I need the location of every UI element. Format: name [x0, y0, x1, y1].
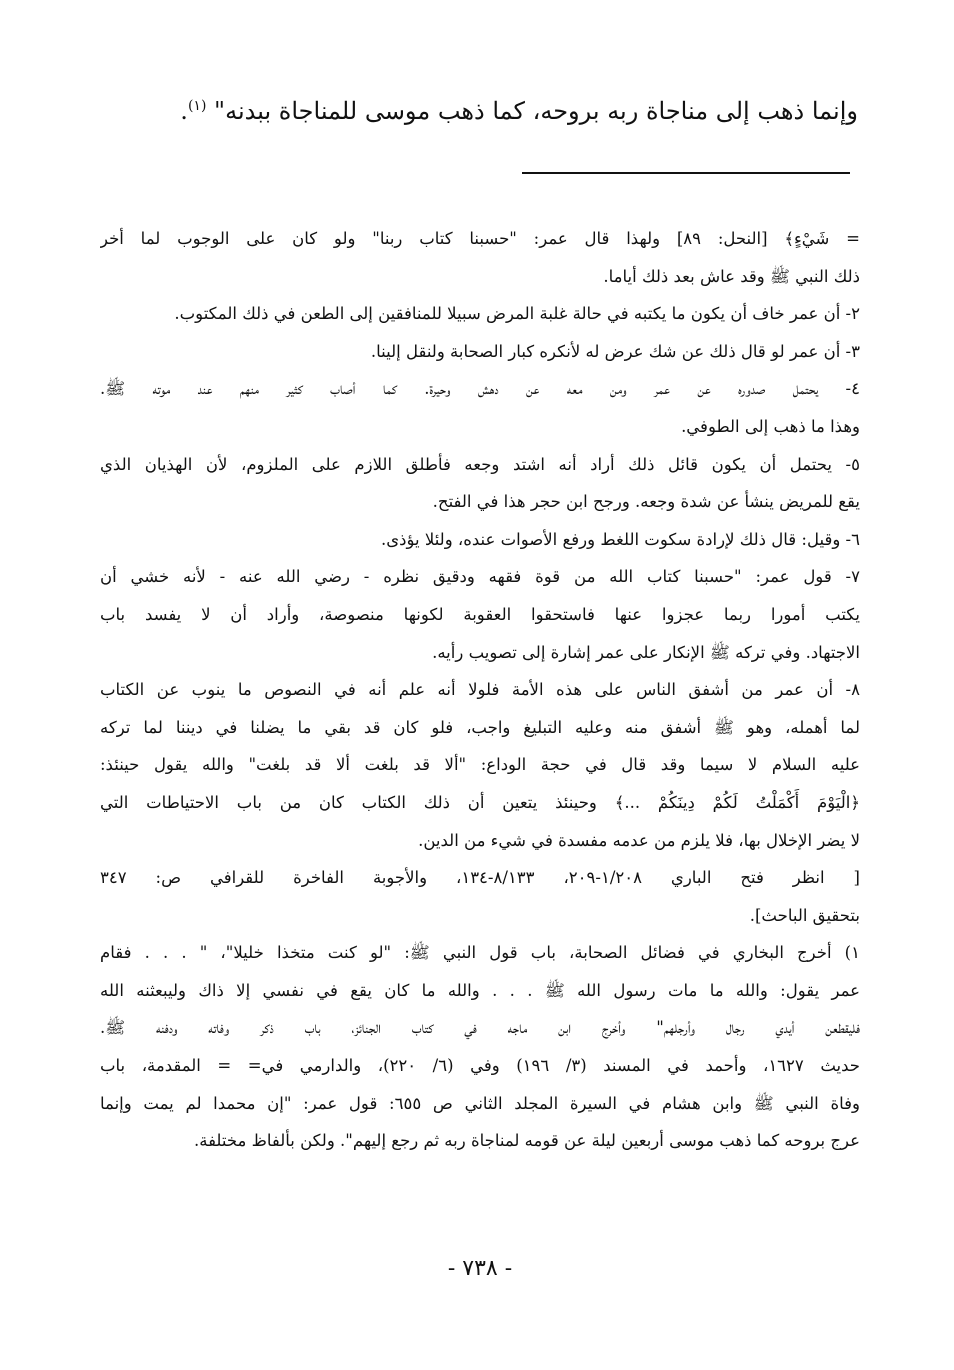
footnote-line: حديث ١٦٢٧، وأحمد في المسند (٣/ ١٩٦) وفي (٦/ ٢٢٠)، والدارمي في= = المقدمة، باب [100, 1056, 860, 1076]
footnote-line: ﴿الْيَوْمَ أَكْمَلْتُ لَكُمْ دِينَكُمْ ...﴾ وحينئذ يتعين أن ذلك الكتاب كان من باب الاحتياطات التي [100, 792, 860, 812]
main-text-line [98, 86, 858, 131]
document-page [100, 0, 860, 1370]
footnote-line: ٤- يحتمل صدوره عن عمر ومن معه عن دهش وحيرة. كما أصاب كثير منهم عند موته ﷺ. [100, 379, 860, 399]
footnote-line: يكتب أمورا ربما عجزوا عنها فاستحقوا العقوبة لكونها منصوصة، وأراد أن لا يفسد باب [100, 604, 860, 624]
footnotes-block [100, 220, 860, 1160]
footnote-line: ٦- وقيل: قال ذلك لإرادة سكوت اللغط ورفع الأصوات عنده، ولئلا يؤذى. [380, 529, 860, 549]
footnote-line: ذلك النبي ﷺ وقد عاش بعد ذلك أياما. [603, 266, 860, 286]
page-number: - ٧٣٨ - [447, 1256, 513, 1281]
footnote-line: = شَيْءٍ﴾ [النحل: ٨٩] ولهذا قال عمر: "حسبنا كتاب ربنا" ولو كان على الوجوب لما أخر [100, 229, 860, 248]
footnote-line: وهذا ما ذهب إلى الطوفي. [681, 416, 860, 436]
footnote-marker[interactable]: (١) [187, 98, 207, 114]
footnote-line: الاجتهاد. وفي تركه ﷺ الإنكار على عمر إشارة إلى تصويب رأيه. [432, 642, 860, 662]
footnote-line: وفاة النبي ﷺ وابن هشام في السيرة المجلد الثاني ص ٦٥٥: قول عمر: "إن محمدا لم يمت وإنما [100, 1093, 860, 1113]
footnote-line: فليقطعن أيدي رجال وأرجلهم" وأخرج ابن ماجه في كتاب الجنائز، باب ذكر وفاته ودفنه ﷺ. [100, 1018, 860, 1038]
footnote-line: بتحقيق الباحث]. [749, 905, 860, 925]
main-text: وإنما ذهب إلى مناجاة ربه بروحه، كما ذهب موسى للمناجاة ببدنه" [214, 97, 858, 125]
footnote-line: ٧- قول عمر: "حسبنا كتاب الله من قوة فقهه ودقيق نظره - رضي الله عنه - لأنه خشي أن [100, 567, 860, 587]
footnote-line: عليه السلام لا سيما وقد قال في حجة الوداع: "ألا قد بلغت ألا قد بلغت" والله يقول حينئذ: [100, 755, 860, 775]
footnote-line: عرج بروحه كما ذهب موسى أربعين ليلة عن قومه لمناجاة ربه ثم رجع إليهم". ولكن بألفاظ مختلفة. [193, 1131, 860, 1151]
footnote-line: يقع للمريض ينشأ عن شدة وجعه. ورجح ابن حجر هذا في الفتح. [432, 492, 860, 512]
footnote-line: ٥- يحتمل أن يكون قائل ذلك أراد أنه اشتد وجعه فأطلق اللازم على الملزوم، لأن الهذيان الذي [100, 454, 860, 474]
main-text-end: . [180, 97, 188, 125]
footnote-line: ٨- أن عمر من أشفق الناس على هذه الأمة فلولا أنه علم أنه في النصوص ما ينوب عن الكتاب [100, 680, 860, 700]
footnote-separator [522, 172, 850, 174]
footnote-line: عمر يقول: والله ما مات رسول الله ﷺ . . . والله ما كان يقع في نفسي إلا ذاك وليبعثنه الله [100, 980, 860, 1000]
footnote-line: ١) أخرج البخاري في فضائل الصحابة، باب قول النبي ﷺ: "لو كنت متخذا خليلا"، " . . . فقام [100, 943, 860, 963]
footnote-line: لا يضر الإخلال بها، فلا يلزم من عدمه مفسدة في شيء من الدين. [418, 830, 860, 850]
footnote-line: [ انظر فتح الباري ١/٢٠٨-٢٠٩، ٨/١٣٣-١٣٤، والأجوبة الفاخرة للقرافي ص: ٣٤٧ [100, 868, 860, 888]
footnote-line: ٣- أن عمر لو قال ذلك عن شك عرض له لأنكره كبار الصحابة ولنقل إلينا. [370, 341, 860, 361]
footnote-line: ٢- أن عمر خاف أن يكون ما يكتبه في حالة غلبة المرض سبيلا للمنافقين إلى الطعن في ذلك المكتوب. [174, 304, 860, 324]
footnote-line: لما أهمله، وهو ﷺ أشفق منه وعليه التبليغ واجب، فلو كان قد بقي ما يضلنا في ديننا لما تركه [100, 717, 860, 737]
